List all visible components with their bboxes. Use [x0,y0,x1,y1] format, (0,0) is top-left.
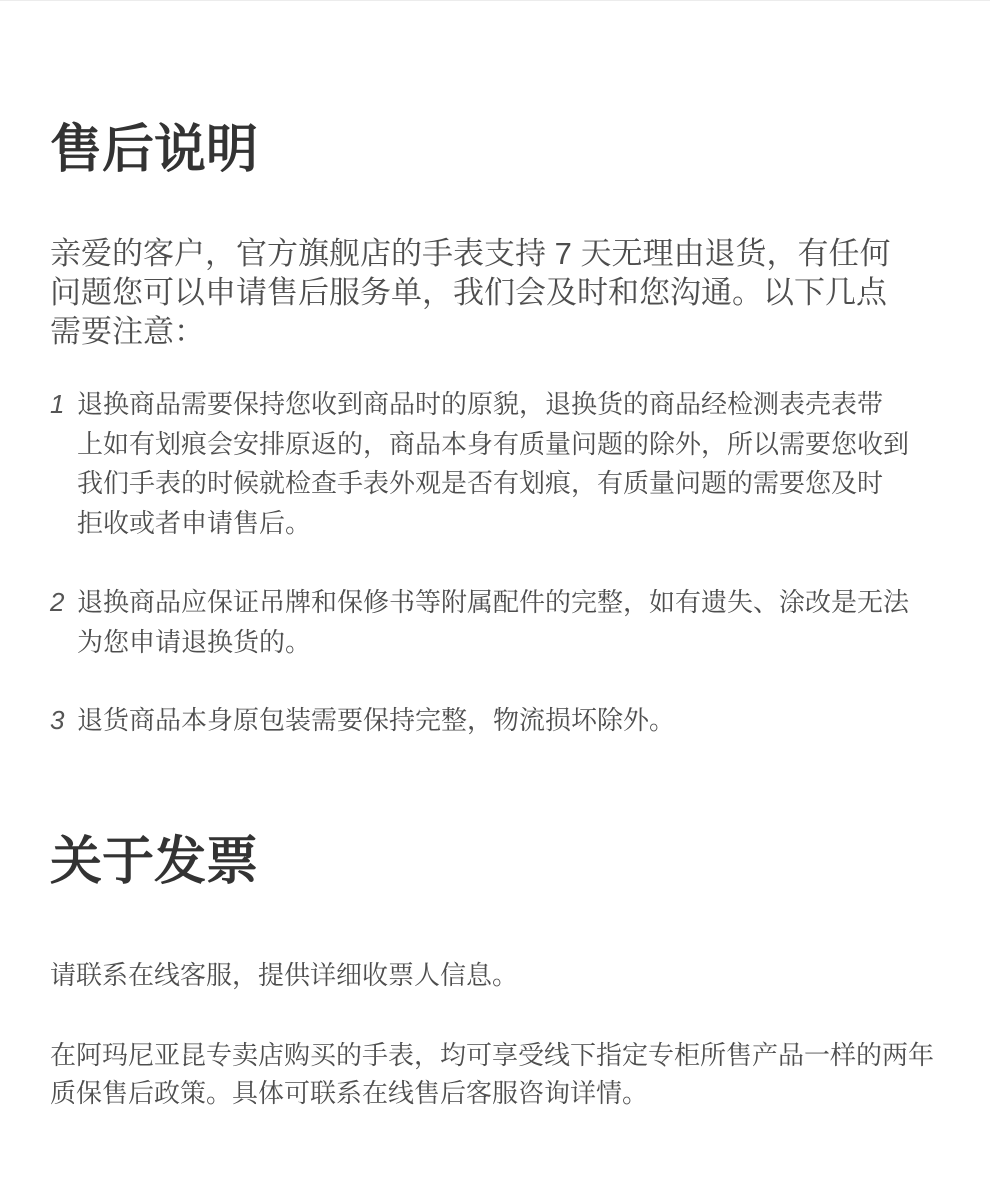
invoice-title: 关于发票 [50,833,259,891]
item-line: 上如有划痕会安排原返的，商品本身有质量问题的除外，所以需要您收到 [77,428,910,459]
intro-line: 需要注意： [50,314,205,349]
item-line: 退货商品本身原包装需要保持完整，物流损坏除外。 [77,705,676,735]
item-line: 退换商品应保证吊牌和保修书等附属配件的完整，如有遗失、涂改是无法 [77,587,910,617]
notice-item-2 [50,583,930,662]
invoice-paragraph-2 [50,1036,960,1112]
item-number: 2 [50,587,65,617]
notice-item-1 [50,385,930,543]
intro-line: 问题您可以申请售后服务单，我们会及时和您沟通。以下几点 [50,275,887,310]
invoice-line: 质保售后政策。具体可联系在线售后客服咨询详情。 [50,1078,649,1108]
after-sales-title: 售后说明 [50,121,259,179]
intro-line: 亲爱的客户，官方旗舰店的手表支持 7 天无理由退货，有任何 [50,236,891,271]
invoice-paragraph-1 [50,956,960,994]
item-line: 退换商品需要保持您收到商品时的原貌，退换货的商品经检测表壳表带 [77,389,884,419]
item-line: 为您申请退换货的。 [77,626,312,657]
top-divider [0,0,990,1]
item-line: 我们手表的时候就检查手表外观是否有划痕，有质量问题的需要您及时 [77,468,884,498]
after-sales-intro [50,234,950,351]
invoice-line: 在阿玛尼亚昆专卖店购买的手表，均可享受线下指定专柜所售产品一样的两年 [50,1040,935,1070]
item-number: 3 [50,705,65,735]
invoice-line: 请联系在线客服，提供详细收票人信息。 [50,960,519,990]
notice-item-3 [50,701,930,741]
item-line: 拒收或者申请售后。 [77,507,312,538]
item-number: 1 [50,389,65,419]
